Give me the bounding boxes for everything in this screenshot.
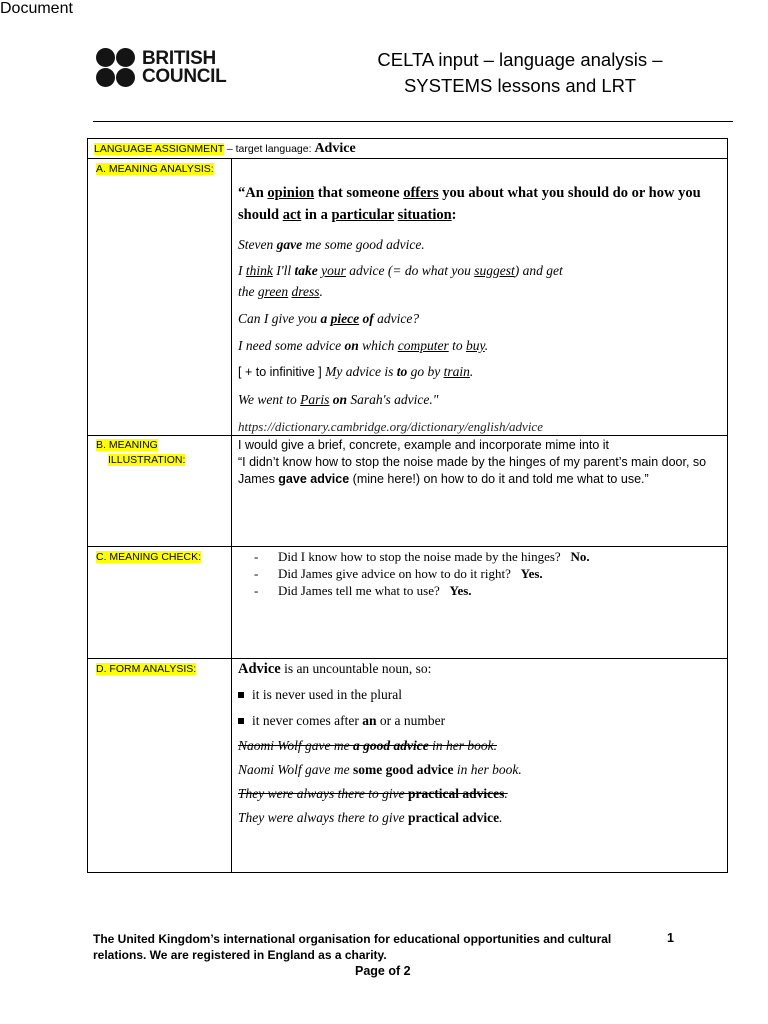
header-divider xyxy=(93,121,733,122)
meaning-analysis-content xyxy=(238,159,726,437)
definition: “An opinion that someone offers you about what you should do or how you should act in a particular situation: xyxy=(238,185,701,223)
incorrect-example-1: Naomi Wolf gave me a good advice in her book. xyxy=(238,738,497,753)
correct-example-1: Naomi Wolf gave me some good advice in her book. xyxy=(238,762,522,777)
example-6: We went to Paris on Sarah's advice." xyxy=(238,392,439,407)
page-indicator: Page of 2 xyxy=(355,964,411,978)
example-4: I need some advice on which computer to buy. xyxy=(238,338,489,353)
example-3: Can I give you a piece of advice? xyxy=(238,311,420,326)
list-item: - Did James give advice on how to do it right? Yes. xyxy=(254,566,543,581)
list-item: - Did James tell me what to use? Yes. xyxy=(254,583,472,598)
example-5: [ + to infinitive ] My advice is to go by train. xyxy=(238,364,474,379)
logo-text: BRITISH COUNCIL xyxy=(142,48,227,87)
correct-example-2: They were always there to give practical advice. xyxy=(238,810,503,825)
example-2: I think I'll take your advice (= do what you suggest) and get the green dress. xyxy=(238,263,563,299)
document-title: CELTA input – language analysis – SYSTEMS lessons and LRT xyxy=(377,49,663,96)
list-item: - Did I know how to stop the noise made by the hinges? No. xyxy=(254,549,590,564)
example-1: Steven gave me some good advice. xyxy=(238,237,425,252)
square-bullet-icon xyxy=(238,718,244,724)
meaning-illustration-row xyxy=(88,436,727,547)
form-analysis-label: D. FORM ANALYSIS: xyxy=(96,663,197,675)
meaning-illustration-label: B. MEANING ILLUSTRATION: xyxy=(96,439,186,466)
meaning-check-label: C. MEANING CHECK: xyxy=(96,551,202,563)
meaning-check-row xyxy=(88,547,727,659)
concept-check-questions xyxy=(254,548,590,599)
incorrect-example-2: They were always there to give practical advices. xyxy=(238,786,508,801)
dictionary-link[interactable]: https://dictionary.cambridge.org/dictionary/english/advice xyxy=(238,419,543,434)
meaning-illustration-content: I would give a brief, concrete, example and incorporate mime into it “I didn’t know how to stop the noise made by the hinges of my parent’s main door, so James gave advice (mine here!) on how to do it and told me what to use.” xyxy=(238,438,707,486)
logo-dots-icon xyxy=(96,48,136,88)
list-item: it is never used in the plural xyxy=(238,686,718,704)
footer-page-number: 1 xyxy=(667,931,674,945)
table-header-row xyxy=(88,139,727,159)
analysis-table xyxy=(87,138,728,873)
square-bullet-icon xyxy=(238,692,244,698)
list-item: it never comes after an or a number xyxy=(238,712,718,730)
form-analysis-row xyxy=(88,659,727,872)
language-assignment-heading: LANGUAGE ASSIGNMENT – target language: Advice xyxy=(94,141,356,156)
footer-text: The United Kingdom’s international organisation for educational opportunities and cultural relations. We are registered in England as a charity. xyxy=(93,932,612,962)
british-council-logo xyxy=(96,48,246,90)
meaning-analysis-row xyxy=(88,159,727,436)
form-analysis-content: Advice is an uncountable noun, so: it is never used in the plural it never comes after an or a number Naomi Wolf gave me a good advice in her book. Naomi Wolf gave me some good advice in her book. They were always there to give practical advices. They were always there to give practical advice. xyxy=(238,659,718,828)
meaning-analysis-label: A. MEANING ANALYSIS: xyxy=(96,163,214,175)
